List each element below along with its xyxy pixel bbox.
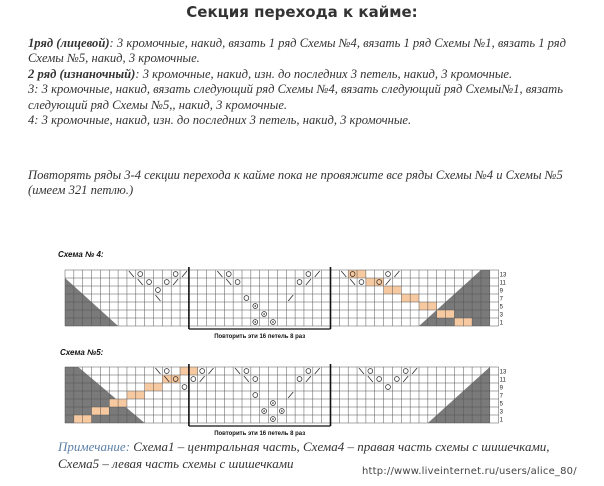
chart-1-nupp-dot bbox=[281, 410, 283, 412]
instruction-row-3: 3: 3 кромочные, накид, вязать следующий ряд Схемы №4, вязать следующий ряд Схемы№1, вязать следующий ряд Схемы №5,, накид, 3 кромочные. bbox=[28, 82, 563, 112]
repeat-instruction: Повторять ряды 3-4 секции перехода к кайме пока не провяжите все ряды Схемы №4 и Схемы №5 (имеем 321 петлю.) bbox=[28, 168, 563, 198]
chart-1-nupp-dot bbox=[272, 402, 274, 404]
instruction-row-2: 2 ряд (изнаночный): 3 кромочные, накид, изн. до последних 3 петель, накид, 3 кромочные. bbox=[28, 66, 513, 81]
chart-1-row-number: 5 bbox=[499, 401, 503, 408]
page-title: Секция перехода к кайме: bbox=[186, 3, 418, 21]
chart-0-row-number: 5 bbox=[499, 304, 503, 311]
chart-1-row-number: 1 bbox=[499, 417, 503, 424]
chart-0-nupp-dot bbox=[272, 321, 274, 323]
chart-0-row-number: 11 bbox=[499, 280, 506, 287]
chart-1-repeat-label: Повторить эти 16 петель 8 раз bbox=[214, 431, 306, 437]
chart-1-row-number: 11 bbox=[499, 377, 506, 384]
chart-1-row-number: 9 bbox=[499, 385, 503, 392]
chart-1-row-number: 13 bbox=[499, 369, 507, 376]
chart-0-nupp-dot bbox=[263, 313, 265, 315]
instruction-row-4: 4: 3 кромочные, накид, изн. до последних 3 петель, накид, 3 кромочные. bbox=[28, 113, 412, 128]
chart-5-label: Схема №5: bbox=[60, 348, 104, 357]
chart-0-row-number: 9 bbox=[499, 288, 503, 295]
chart-0-repeat-label: Повторить эти 16 петель 8 раз bbox=[214, 334, 306, 340]
chart-0-nupp-dot bbox=[254, 321, 256, 323]
chart-0-row-number: 7 bbox=[499, 296, 503, 303]
chart-0-row-number: 13 bbox=[499, 272, 507, 279]
chart-0-nupp-dot bbox=[254, 305, 256, 307]
chart-1-nupp-dot bbox=[263, 410, 265, 412]
chart-0-row-number: 3 bbox=[499, 312, 503, 319]
chart-0-row-number: 1 bbox=[499, 320, 503, 327]
chart-1-nupp-dot bbox=[272, 418, 274, 420]
note-text: Схема1 – центральная часть, Схема4 – правая часть схемы с шишечками, Схема5 – левая часть схемы с шишечками bbox=[58, 439, 550, 471]
chart-1-row-number: 7 bbox=[499, 393, 503, 400]
instruction-row-1: 1ряд (лицевой): 3 кромочные, накид, вязать 1 ряд Схемы №4, вязать 1 ряд Схемы №1, вязать 1 ряд Схемы №5, накид, 3 кромочные. bbox=[28, 36, 567, 66]
watermark-url: http://www.liveinternet.ru/users/alice_80/ bbox=[362, 466, 577, 477]
chart-4-label: Схема № 4: bbox=[58, 250, 104, 259]
note-lead: Примечание: bbox=[58, 439, 131, 454]
chart-1-row-number: 3 bbox=[499, 409, 503, 416]
